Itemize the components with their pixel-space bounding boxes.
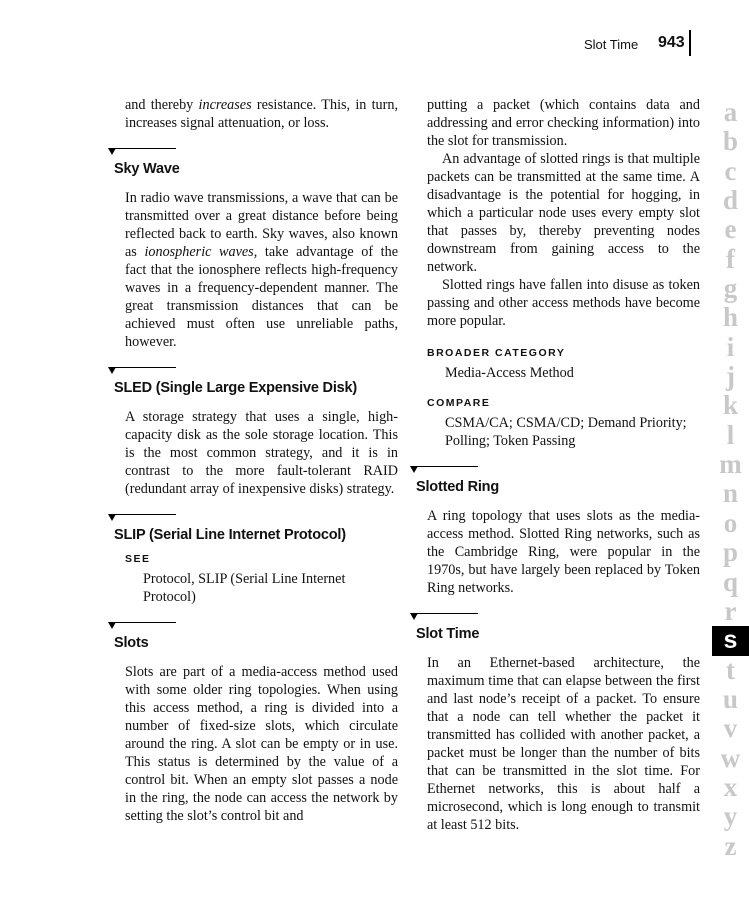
see-reference: Protocol, SLIP (Serial Line Internet Protocol) bbox=[143, 571, 346, 605]
entry-sled bbox=[108, 367, 398, 498]
thumb-index-letter-s: s bbox=[712, 626, 749, 655]
thumb-index-letter-j: j bbox=[726, 361, 735, 392]
thumb-index-letter-u: u bbox=[722, 683, 739, 714]
left-column bbox=[108, 96, 398, 825]
see-block bbox=[108, 550, 398, 606]
thumb-index-letter-a: a bbox=[723, 97, 738, 127]
thumb-index-letter-h: h bbox=[722, 302, 739, 333]
thumb-index-letter-y: y bbox=[723, 801, 738, 832]
thumb-index-letter-v: v bbox=[723, 713, 738, 744]
entry-marker bbox=[108, 514, 176, 526]
continued-paragraph bbox=[108, 96, 398, 132]
entry-slip bbox=[108, 514, 398, 606]
entry-marker bbox=[108, 367, 176, 379]
entry-term: Sky Wave bbox=[114, 161, 180, 177]
intro-text-em: increases bbox=[198, 97, 252, 113]
thumb-index-letter-o: o bbox=[723, 507, 738, 538]
page-number: 943 bbox=[658, 34, 685, 51]
entry-term: SLED (Single Large Expensive Disk) bbox=[114, 380, 357, 396]
thumb-index-letter-i: i bbox=[726, 331, 735, 362]
thumb-index-letter-g: g bbox=[723, 273, 738, 304]
entry-marker bbox=[410, 613, 478, 625]
entry-term: SLIP (Serial Line Internet Protocol) bbox=[114, 527, 346, 543]
intro-text-a: and thereby bbox=[125, 97, 199, 113]
entry-definition: Slots are part of a media-access method used with some older ring topologies. When using this access method, a ring is divided into a number of fixed-size slots, which circulate around the ring. A slot can be empty or in use. This status is determined by the value of a control bit. When an empty slot passes a node in the ring, the node can access the network by setting the slot’s control bit and bbox=[125, 664, 398, 824]
thumb-index-letter-t: t bbox=[726, 654, 735, 685]
definition-emphasis: ionospheric waves, bbox=[144, 244, 258, 260]
paragraph: An advantage of slotted rings is that multiple packets can be transmitted at the same time. A disadvantage is the potential for hogging, in which a particular node uses every empty slot that passes by, thereby preventing nodes downstream from gaining access to the network. bbox=[427, 151, 700, 275]
thumb-index-letter-m: m bbox=[719, 449, 742, 480]
thumb-index-letter-p: p bbox=[722, 537, 739, 568]
thumb-index-letter-x: x bbox=[723, 771, 738, 802]
see-label: SEE bbox=[125, 553, 151, 565]
compare-label: COMPARE bbox=[427, 397, 491, 409]
thumb-index-letter-n: n bbox=[722, 478, 739, 509]
entry-marker bbox=[108, 622, 176, 634]
entry-definition bbox=[108, 189, 398, 351]
broader-category-block bbox=[410, 344, 700, 450]
entry-term: Slot Time bbox=[416, 626, 480, 642]
broader-category-value: Media-Access Method bbox=[445, 365, 574, 381]
definition-text: In radio wave transmissions, a wave that can be transmitted over a great distance before being reflected back to earth. Sky waves, also known as bbox=[125, 190, 398, 260]
compare-value: CSMA/CA; CSMA/CD; Demand Priority; Polling; Token Passing bbox=[445, 415, 687, 449]
continued-paragraph: putting a packet (which contains data and addressing and error checking information) into the slot for transmission. bbox=[427, 97, 700, 149]
thumb-index-letter-d: d bbox=[722, 185, 739, 216]
entry-sky-wave bbox=[108, 148, 398, 351]
definition-text: take advantage of the fact that the ionosphere reflects high-frequency waves in a frequency-dependent manner. The great transmission distances that can be achieved must often use unreliable paths, however. bbox=[125, 244, 398, 350]
thumb-index-letter-l: l bbox=[726, 419, 735, 450]
entry-term: Slotted Ring bbox=[416, 479, 499, 495]
thumb-index-letter-q: q bbox=[722, 566, 739, 597]
intro-text-b: resistance. This, in turn, increases signal attenuation, or loss. bbox=[125, 97, 399, 131]
entry-marker bbox=[108, 148, 176, 160]
thumb-index-letter-k: k bbox=[722, 390, 739, 421]
thumb-index-letter-w: w bbox=[720, 742, 741, 773]
thumb-index-letter-e: e bbox=[724, 214, 737, 245]
right-column bbox=[410, 96, 700, 834]
entry-definition: A ring topology that uses slots as the media-access method. Slotted Ring networks, such as the Cambridge Ring, were popular in the 1970s, but have largely been replaced by Token Ring networks. bbox=[427, 508, 700, 596]
thumb-index-letter-b: b bbox=[722, 126, 739, 157]
entry-slotted-ring bbox=[410, 466, 700, 597]
alphabet-thumb-index bbox=[712, 98, 749, 861]
running-header-title: Slot Time bbox=[584, 37, 639, 52]
entry-term: Slots bbox=[114, 635, 149, 651]
thumb-index-letter-z: z bbox=[724, 830, 737, 861]
entry-marker bbox=[410, 466, 478, 478]
broader-category-label: BROADER CATEGORY bbox=[427, 347, 566, 359]
entry-slots bbox=[108, 622, 398, 825]
thumb-index-letter-c: c bbox=[724, 155, 737, 186]
header-rule bbox=[689, 30, 691, 56]
paragraph: Slotted rings have fallen into disuse as token passing and other access methods have become more popular. bbox=[427, 277, 700, 329]
entry-definition: In an Ethernet-based architecture, the maximum time that can elapse between the first and last node’s receipt of a packet. To ensure that a node can tell whether the packet it transmitted has collided with another packet, a packet must be longer than the number of bits that can be transmitted in the slot time. For Ethernet networks, this is about half a microsecond, which is long enough to transmit at least 512 bits. bbox=[427, 655, 700, 833]
entry-slot-time bbox=[410, 613, 700, 834]
thumb-index-letter-f: f bbox=[726, 243, 735, 274]
thumb-index-letter-r: r bbox=[724, 595, 737, 626]
entry-definition: A storage strategy that uses a single, high-capacity disk as the sole storage location. This is the most common strategy, and it is in contrast to the more fault-tolerant RAID (redundant array of inexpensive disks) strategy. bbox=[125, 409, 398, 497]
